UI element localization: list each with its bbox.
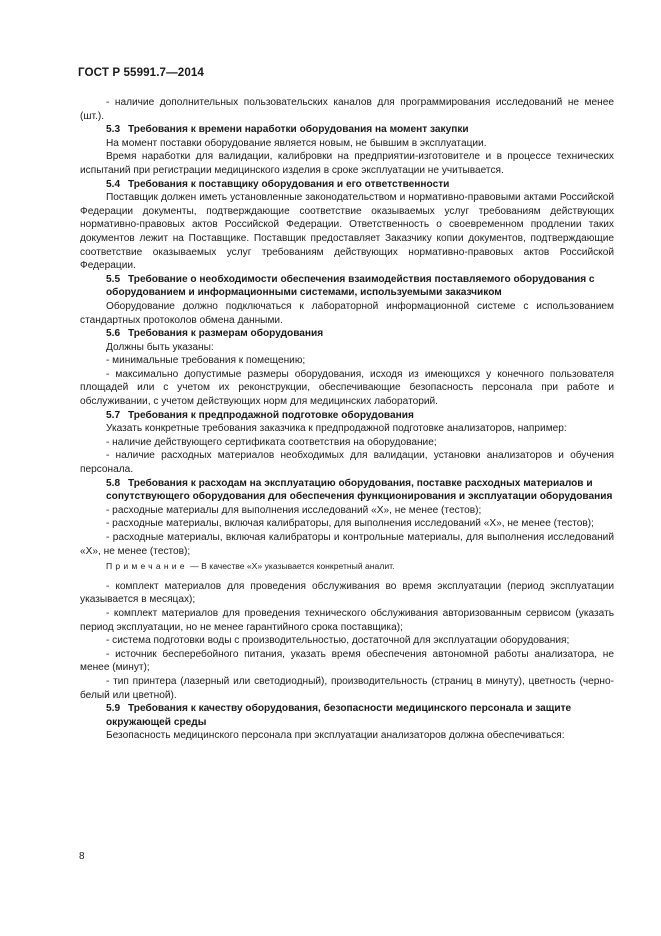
section-heading — [80, 123, 614, 137]
section-title: Требования к поставщику оборудования и его ответственности — [128, 178, 450, 190]
note — [80, 560, 614, 574]
section-heading — [80, 327, 614, 341]
section-heading — [80, 178, 614, 192]
section-number: 5.3 — [106, 124, 121, 136]
section-heading — [80, 409, 614, 423]
paragraph: - тип принтера (лазерный или светодиодный), производительность (страниц в минуту), цветность (черно-белый или цветной). — [80, 675, 614, 701]
section-title: Требования к времени наработки оборудования на момент закупки — [128, 124, 469, 136]
section-title: Требование о необходимости обеспечения взаимодействия поставляемого оборудования с оборудованием и информационными системами, используемыми заказчиком — [106, 273, 595, 299]
paragraph: Безопасность медицинского персонала при эксплуатации анализаторов должна обеспечиваться: — [106, 730, 565, 742]
paragraph: Поставщик должен иметь установленные законодательством и нормативно-правовыми актами Российской Федерации документы, подтверждающие соответствие оказываемых услуг требованиям действующих нормативно-правовых актов Российской Федерации. Ответственность о своевременном продлении таких документов лежит на Поставщике. Поставщик предоставляет Заказчику копии документов, подтверждающие соответствие оказываемых услуг требованиям действующих нормативно-правовых актов Российской Федерации. — [80, 192, 614, 272]
paragraph: Должны быть указаны: — [106, 341, 214, 353]
section-number: 5.6 — [106, 328, 121, 340]
section-title: Требования к качеству оборудования, безопасности медицинского персонала и защите окружающей среды — [106, 703, 572, 728]
paragraph: Указать конкретные требования заказчика к предпродажной подготовке анализаторов, например: — [106, 423, 567, 435]
section-heading — [80, 273, 614, 300]
paragraph: - система подготовки воды с производительностью, достаточной для эксплуатации оборудования; — [106, 635, 570, 647]
section-heading — [80, 702, 614, 729]
section-number: 5.7 — [106, 409, 121, 421]
paragraph: - источник бесперебойного питания, указать время обеспечения автономной работы анализатора, не менее (минут); — [80, 648, 614, 674]
section-number: 5.9 — [106, 703, 121, 715]
paragraph: - минимальные требования к помещению; — [106, 355, 306, 367]
paragraph: - расходные материалы, включая калибраторы, для выполнения исследований «X», не менее (тестов); — [106, 518, 594, 530]
paragraph: - комплект материалов для проведения технического обслуживания авторизованным сервисом (указать период эксплуатации, но не менее гарантийного срока поставщика); — [80, 607, 614, 633]
note-text: — В качестве «X» указывается конкретный аналит. — [190, 561, 395, 572]
paragraph: На момент поставки оборудование является новым, не бывшим в эксплуатации. — [106, 137, 487, 149]
paragraph: - расходные материалы, включая калибраторы и контрольные материалы, для выполнения исследований «X», не менее (тестов); — [80, 532, 614, 557]
paragraph: - максимально допустимые размеры оборудования, исходя из имеющихся у конечного пользователя площадей или с учетом их реконструкции, обеспечивающие безопасность персонала при работе и обслуживании, с учетом действующих норм для медицинских лабораторий. — [80, 368, 614, 408]
paragraph: - наличие расходных материалов необходимых для валидации, установки анализаторов и обучения персонала. — [80, 450, 614, 476]
section-number: 5.5 — [106, 273, 121, 285]
page-number: 8 — [79, 851, 85, 862]
document-code-header: ГОСТ Р 55991.7—2014 — [78, 66, 204, 79]
section-number: 5.4 — [106, 178, 121, 190]
paragraph: Оборудование должно подключаться к лабораторной информационной системе с использованием стандартных протоколов обмена данными. — [80, 300, 614, 326]
paragraph: - наличие дополнительных пользовательских каналов для программирования исследований не менее (шт.). — [80, 97, 614, 122]
document-body — [80, 96, 614, 743]
paragraph: Время наработки для валидации, калибровки на предприятии-изготовителе и в процессе технических испытаний при регистрации медицинского изделия в сроке эксплуатации не учитывается. — [80, 151, 614, 176]
paragraph: - наличие действующего сертификата соответствия на оборудование; — [106, 436, 437, 448]
section-number: 5.8 — [106, 477, 121, 489]
paragraph: - комплект материалов для проведения обслуживания во время эксплуатации (период эксплуатации указывается в месяцах); — [80, 580, 614, 606]
paragraph: - расходные материалы для выполнения исследований «X», не менее (тестов); — [106, 504, 482, 516]
section-title: Требования к расходам на эксплуатацию оборудования, поставке расходных материалов и сопутствующего оборудования для обеспечения функционирования и эксплуатации оборудования — [106, 477, 613, 503]
section-title: Требования к предпродажной подготовке оборудования — [128, 409, 414, 421]
note-label: Примечание — [106, 561, 188, 572]
section-title: Требования к размерам оборудования — [128, 328, 324, 340]
section-heading — [80, 477, 614, 504]
